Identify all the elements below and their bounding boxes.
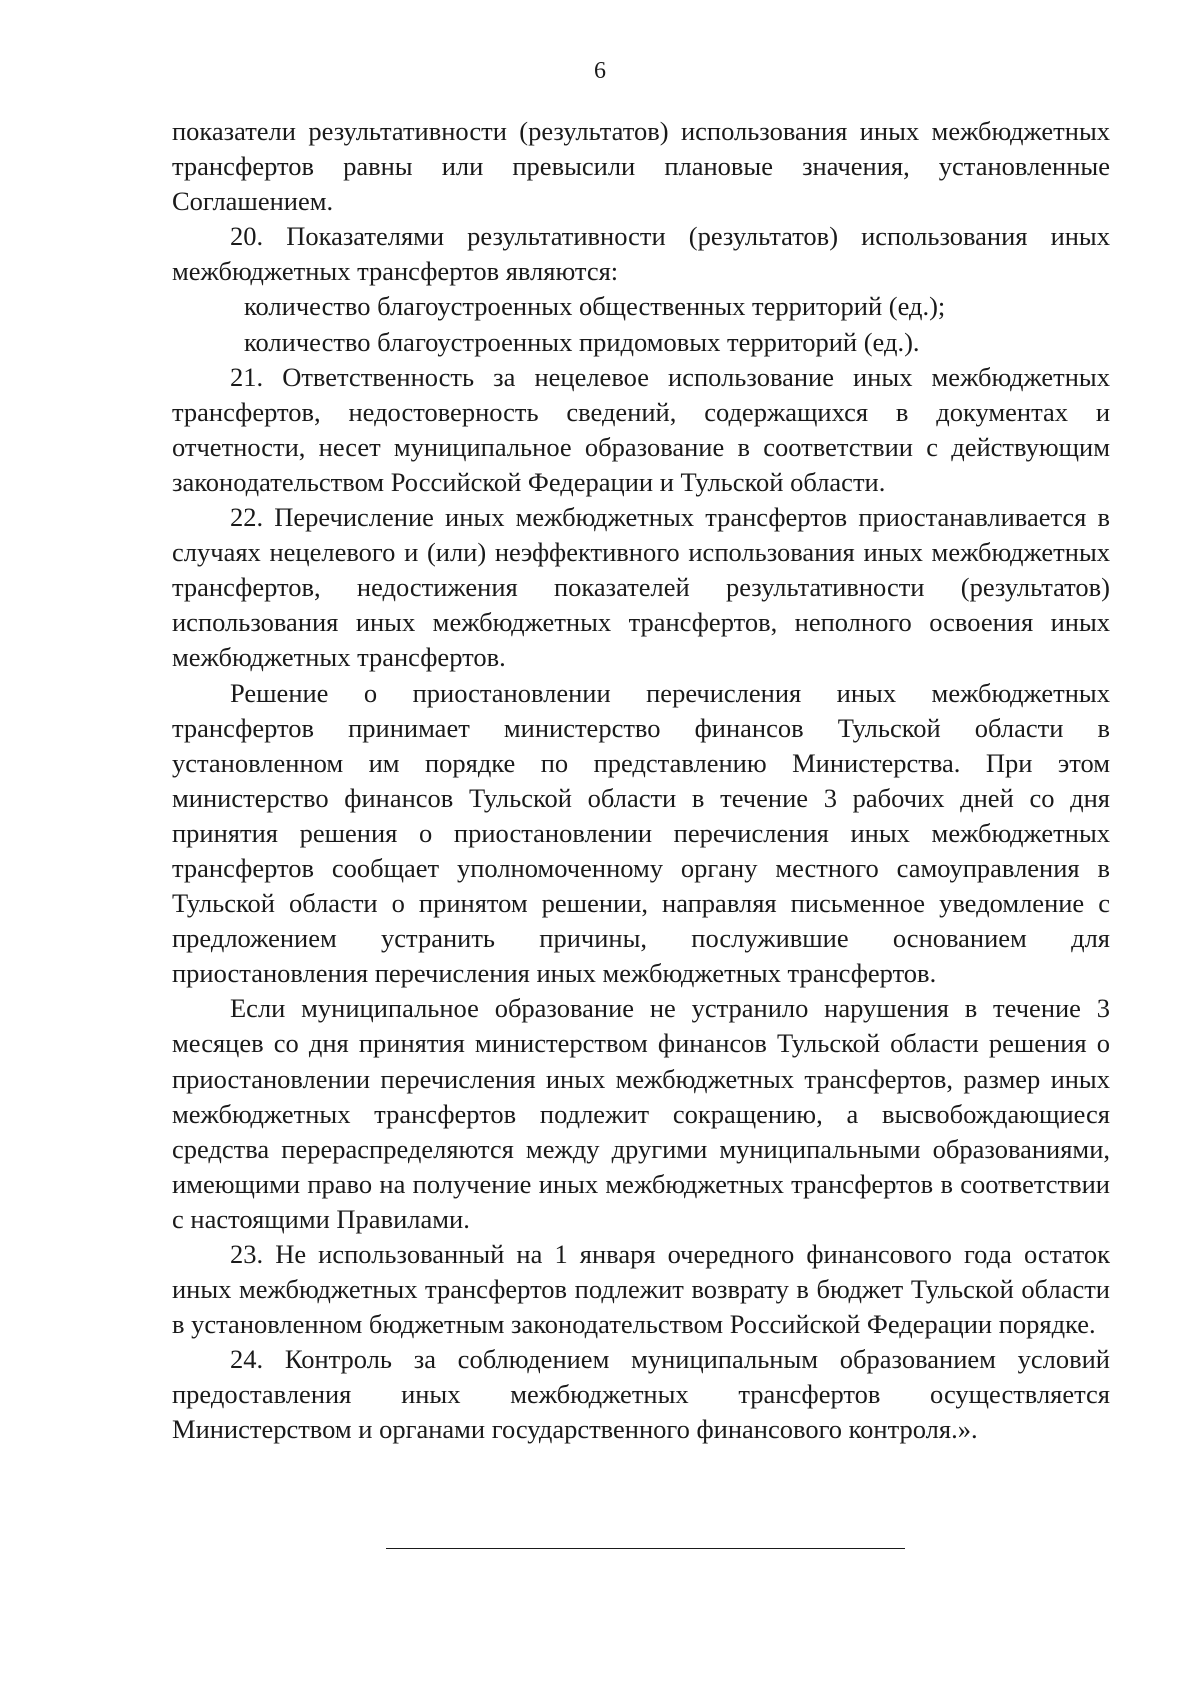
indicator-public-territories: количество благоустроенных общественных территорий (ед.);	[244, 291, 946, 322]
paragraph-item-22: 22. Перечисление иных межбюджетных трансфертов приостанавливается в случаях нецелевого и (или) неэффективного использования иных межбюджетных трансфертов, недостижения показателей результативности (результатов) использования иных межбюджетных трансфертов, неполного освоения иных межбюджетных трансфертов.	[172, 502, 1110, 673]
paragraph-item-21: 21. Ответственность за нецелевое использование иных межбюджетных трансфертов, недостоверность сведений, содержащихся в документах и отчетности, несет муниципальное образование в соответствии с действующим законодательством Российской Федерации и Тульской области.	[172, 361, 1110, 497]
paragraph-item-20: 20. Показателями результативности (результатов) использования иных межбюджетных трансфертов являются:	[172, 221, 1110, 287]
closing-divider-line	[386, 1548, 905, 1549]
paragraph-item-24: 24. Контроль за соблюдением муниципальным образованием условий предоставления иных межбюджетных трансфертов осуществляется Министерством и органами государственного финансового контроля.».	[172, 1344, 1110, 1445]
page-number: 6	[594, 58, 606, 84]
paragraph-reduction: Если муниципальное образование не устранило нарушения в течение 3 месяцев со дня принятия министерством финансов Тульской области решения о приостановлении перечисления иных межбюджетных трансфертов, размер иных межбюджетных трансфертов подлежит сокращению, а высвобождающиеся средства перераспределяются между другими муниципальными образованиями, имеющими право на получение иных межбюджетных трансфертов в соответствии с настоящими Правилами.	[172, 993, 1110, 1234]
paragraph-item-23: 23. Не использованный на 1 января очередного финансового года остаток иных межбюджетных трансфертов подлежит возврату в бюджет Тульской области в установленном бюджетным законодательством Российской Федерации порядке.	[172, 1239, 1110, 1340]
paragraph-continuation: показатели результативности (результатов) использования иных межбюджетных трансфертов равны или превысили плановые значения, установленные Соглашением.	[172, 116, 1110, 217]
indicator-courtyard-territories: количество благоустроенных придомовых территорий (ед.).	[244, 326, 920, 357]
document-body	[172, 114, 1110, 1448]
paragraph-suspension-decision: Решение о приостановлении перечисления иных межбюджетных трансфертов принимает министерство финансов Тульской области в установленном им порядке по представлению Министерства. При этом министерство финансов Тульской области в течение 3 рабочих дней со дня принятия решения о приостановлении перечисления иных межбюджетных трансфертов сообщает уполномоченному органу местного самоуправления в Тульской области о принятом решении, направляя письменное уведомление с предложением устранить причины, послужившие основанием для приостановления перечисления иных межбюджетных трансфертов.	[172, 677, 1110, 989]
